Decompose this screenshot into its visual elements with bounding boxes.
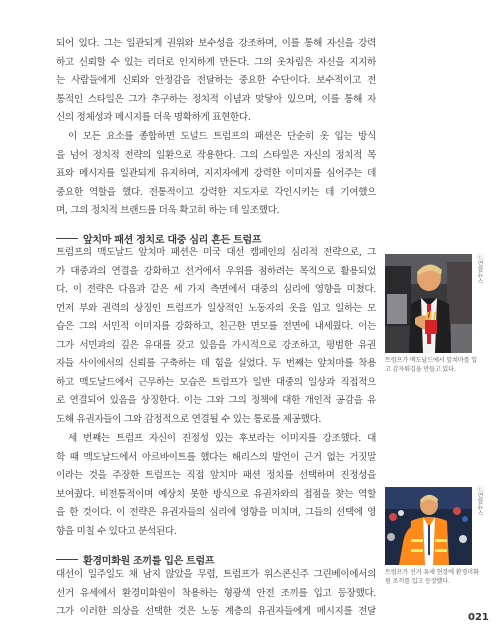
text-line: 보여줬다. 비전통적이며 예상치 못한 방식으로 유권자와의 접점을 찾는 역할 <box>56 488 376 500</box>
apron-photo-image <box>385 254 472 353</box>
text-line: 을 넘어 정치적 전략의 일환으로 작용한다. 그의 스타일은 자신의 정치적 목 <box>56 149 376 161</box>
photo-credit: ⓒ연합뉴스 <box>476 486 483 516</box>
text-line: 선거 유세에서 환경미화원이 착용하는 형광색 안전 조끼를 입고 등장했다. <box>56 587 376 599</box>
text-line: 다. 이 전략은 다음과 같은 세 가지 측면에서 대중의 심리에 영향을 미쳤다. <box>56 284 376 295</box>
text-line: 하고 신뢰할 수 있는 리더로 인지하게 만든다. 그의 옷차림은 자신을 지지하 <box>56 56 376 68</box>
text-line: 하고 맥도날드에서 근무하는 모습은 트럼프가 일반 대중의 일상과 직접적으 <box>56 376 376 388</box>
text-line: 습은 그의 서민적 이미지를 강화하고, 친근한 면모를 전면에 내세웠다. 이는 <box>56 321 376 332</box>
photo-caption: 트럼프가 선거 유세 현장에 환경미화원 조끼를 입고 등장했다. <box>385 569 479 585</box>
text-line: 도해 유권자들이 그와 감정적으로 연결될 수 있는 통로를 제공했다. <box>56 413 322 425</box>
page-number: 021 <box>468 612 489 623</box>
text-line: 그가 서민과의 깊은 유대를 갖고 있음을 가시적으로 강조하고, 평범한 유권 <box>56 339 376 351</box>
photo-mcdonalds-apron <box>385 254 472 353</box>
summary-paragraph <box>56 128 376 221</box>
text-line: 로 연결되어 있음을 상징한다. 이는 그와 그의 정책에 대한 개인적 공감을 유 <box>56 395 376 406</box>
text-line: 세 번째는 트럼프 자신이 진정성 있는 후보라는 이미지를 강조했다. 대 <box>68 433 376 444</box>
text-line: 통적인 스타일은 그가 추구하는 정치적 이념과 맞닿아 있으며, 이를 통해 자 <box>56 93 376 105</box>
apron-paragraph-2 <box>56 430 376 541</box>
section-heading-text: 앞치마 패션 정치로 대중 심리 흔든 트럼프 <box>83 234 262 246</box>
text-line: 그가 이러한 의상을 선택한 것은 노동 계층의 유권자들에게 메시지를 전달 <box>56 606 376 617</box>
intro-paragraph <box>56 35 376 128</box>
text-line: 는 사람들에게 신뢰와 안정감을 전달하는 중요한 수단이다. 보수적이고 전 <box>56 75 376 86</box>
heading-rule <box>56 559 78 560</box>
section-heading-text: 환경미화원 조끼를 입은 트럼프 <box>83 555 215 567</box>
text-line: 표와 메시지를 일관되게 유지하며, 지지자에게 강력한 이미지를 심어주는 데 <box>56 168 376 179</box>
text-line: 향을 미칠 수 있다고 분석된다. <box>56 525 177 537</box>
text-line: 대선이 일주일도 채 남지 않았을 무렵, 트럼프가 위스콘신주 그린베이에서의 <box>56 569 376 580</box>
photo-credit: ⓒ연합뉴스 <box>476 254 483 284</box>
text-line: 며, 그의 정치적 브랜드를 더욱 확고히 하는 데 일조했다. <box>56 205 280 216</box>
heading-rule <box>56 238 78 239</box>
apron-paragraph-1 <box>56 244 376 429</box>
section-heading-vest <box>56 551 214 567</box>
text-line: 학 때 맥도날드에서 아르바이트를 했다는 해리스의 발언이 근거 없는 거짓말 <box>56 451 376 463</box>
text-line: 자들 사이에서의 신뢰를 구축하는 데 힘을 실었다. 두 번째는 앞치마를 착용 <box>56 358 376 369</box>
text-line: 중요한 역할을 했다. 전통적이고 강력한 지도자로 각인시키는 데 기여했으 <box>56 186 376 198</box>
text-line: 이라는 것을 주장한 트럼프는 직접 앞치마 패션 정치를 선택하며 진정성을 <box>56 470 376 481</box>
text-line: 을 한 것이다. 이 전략은 유권자들의 심리에 영향을 미치며, 그들의 선택에 영 <box>56 507 376 518</box>
photo-sanitation-vest <box>385 487 472 565</box>
text-line: 되어 있다. 그는 일관되게 권위와 보수성을 강조하며, 이를 통해 자신을 강력 <box>56 38 376 49</box>
text-line: 트럼프의 맥도날드 앞치마 패션은 미국 대선 캠페인의 심리적 전략으로, 그 <box>56 247 376 258</box>
text-line: 가 대중과의 연결을 강화하고 선거에서 우위를 점하려는 목적으로 활용되었 <box>56 265 376 277</box>
text-line: 신의 정체성과 메시지를 더욱 명확하게 표현한다. <box>56 112 251 123</box>
vest-paragraph <box>56 566 376 622</box>
text-line: 먼저 부와 권력의 상징인 트럼프가 일상적인 노동자의 옷을 입고 일하는 모 <box>56 302 376 314</box>
text-line: 이 모든 요소를 종합하면 도널드 트럼프의 패션은 단순히 옷 입는 방식 <box>68 131 376 142</box>
vest-photo-image <box>385 487 472 565</box>
photo-caption: 트럼프가 맥도날드에서 앞치마를 입고 감자튀김을 만들고 있다. <box>385 357 477 373</box>
